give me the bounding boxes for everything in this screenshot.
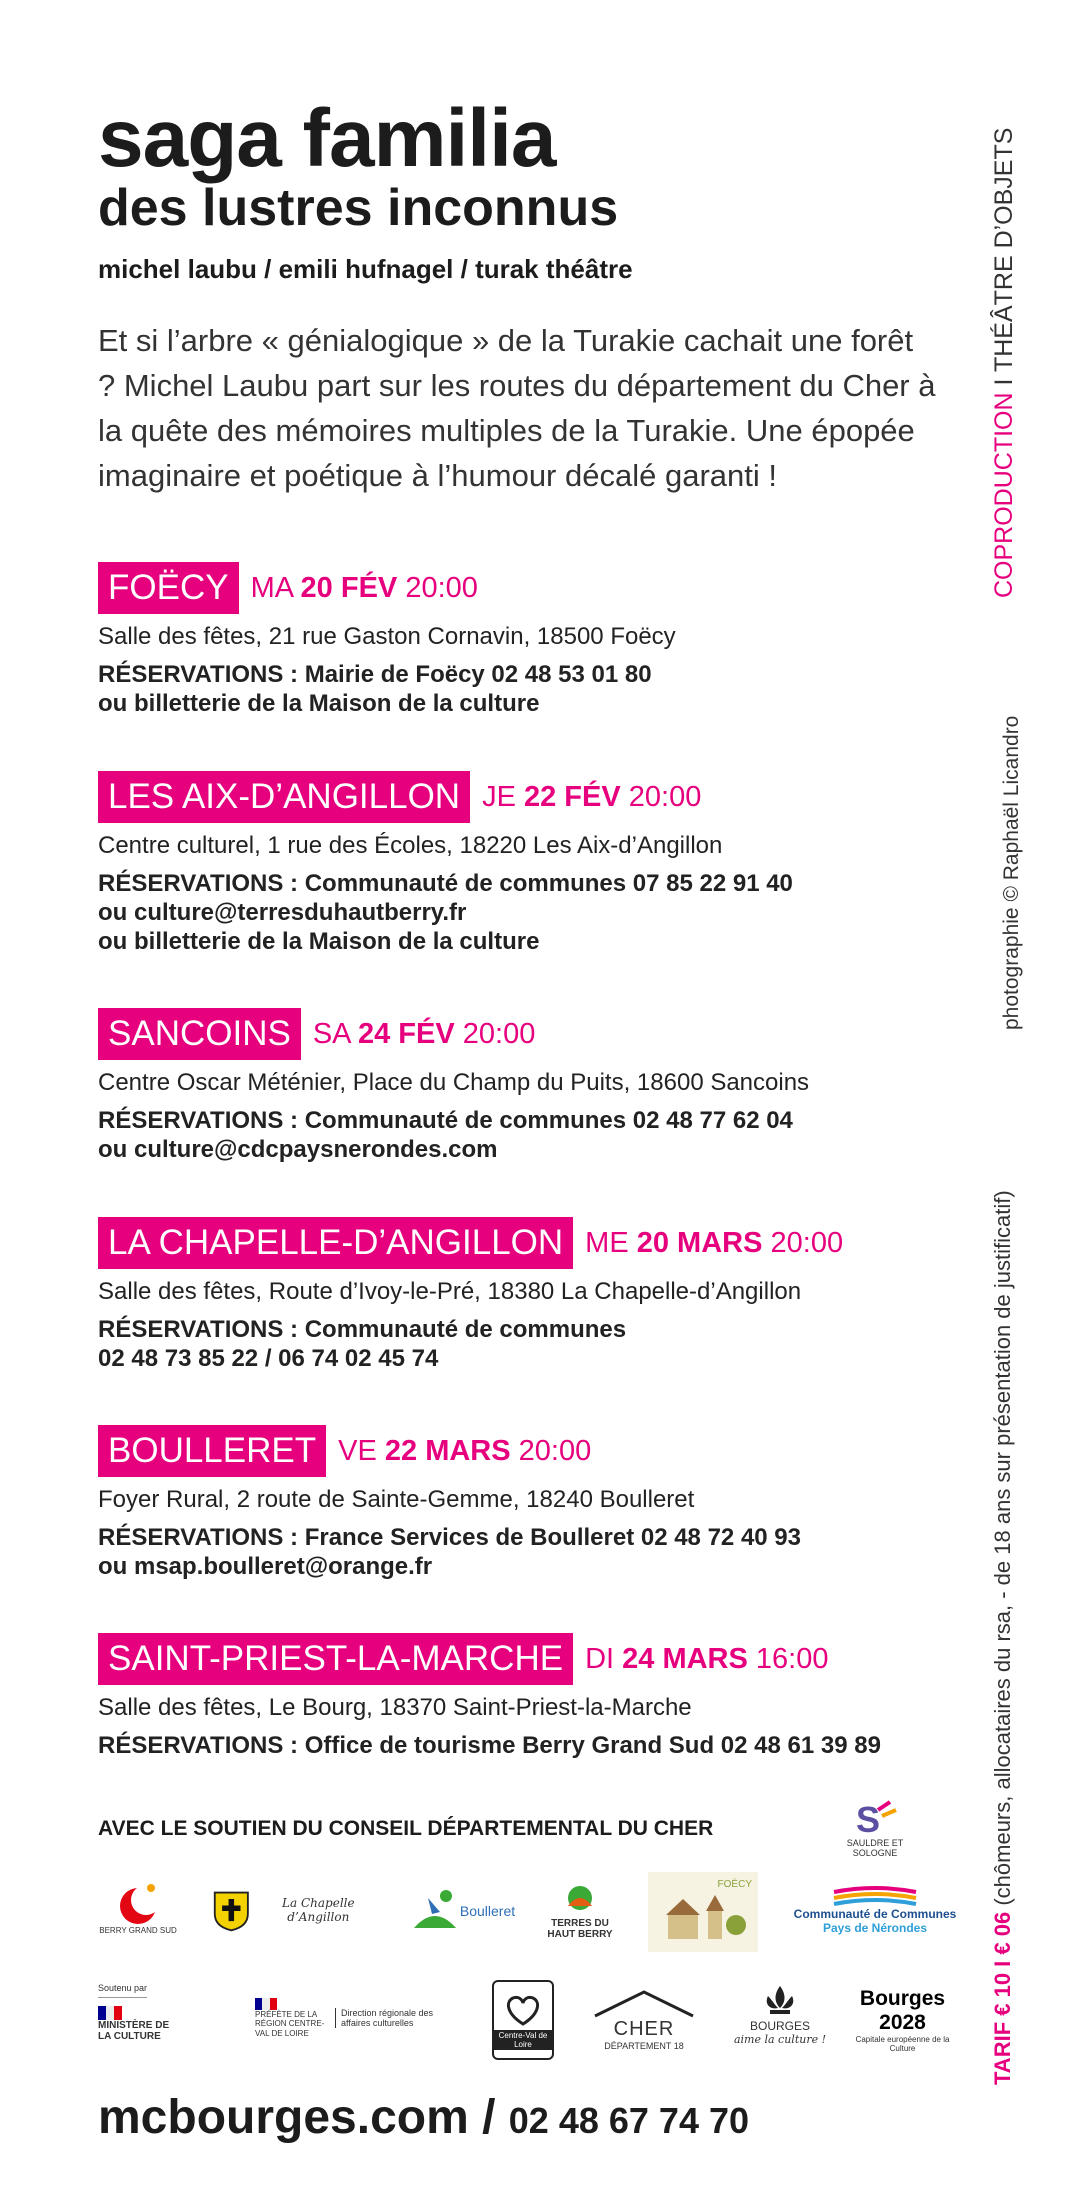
la-chapelle-logo: La Chapelle d’Angillon — [212, 1888, 382, 1934]
venue: Foyer Rural, 2 route de Sainte-Gemme, 18240 Boulleret — [98, 1486, 695, 1513]
venue: Centre Oscar Méténier, Place du Champ du Puits, 18600 Sancoins — [98, 1069, 810, 1096]
support-text: AVEC LE SOUTIEN DU CONSEIL DÉPARTEMENTAL DU CHER — [98, 1817, 714, 1840]
reservation: RÉSERVATIONS : Communauté de communes 02 48 77 62 04 ou culture@cdcpaysnerondes.com — [98, 1107, 793, 1163]
pays-de-nerondes-logo: Communauté de Communes Pays de Nérondes — [785, 1880, 965, 1942]
venue: Centre culturel, 1 rue des Écoles, 18220 Les Aix-d’Angillon — [98, 832, 723, 859]
event-foecy — [98, 562, 978, 718]
city-label: SANCOINS — [98, 1008, 301, 1060]
city-label: FOËCY — [98, 562, 239, 614]
venue: Salle des fêtes, Le Bourg, 18370 Saint-Priest-la-Marche — [98, 1694, 692, 1721]
boulleret-icon — [410, 1884, 460, 1938]
bourges-2028-logo: Bourges 2028 Capitale européenne de la Culture — [855, 1986, 950, 2054]
centre-val-de-loire-logo: Centre-Val de Loire — [492, 1980, 554, 2060]
reservation: RÉSERVATIONS : Office de tourisme Berry Grand Sud 02 48 61 39 89 — [98, 1732, 881, 1759]
city-label: LA CHAPELLE-D’ANGILLON — [98, 1217, 573, 1269]
event-date: DI 24 MARS 16:00 — [585, 1642, 829, 1675]
event-date: ME 20 MARS 20:00 — [585, 1226, 844, 1259]
event-date: JE 22 FÉV 20:00 — [482, 780, 702, 813]
tarif-info: TARIF € 10 I € 06 (chômeurs, allocataires du rsa, - de 18 ans sur présentation de justificatif) — [990, 1190, 1015, 2085]
berry-moon-icon — [113, 1880, 163, 1926]
terres-icon — [560, 1884, 600, 1918]
coproduction-label: COPRODUCTION I THÉÂTRE D’OBJETS — [990, 127, 1018, 598]
phone-number: 02 48 67 74 70 — [508, 2100, 750, 2141]
reservation: RÉSERVATIONS : Communauté de communes 07 85 22 91 40 ou culture@terresduhautberry.fr ou billetterie de la Maison de la culture — [98, 870, 793, 955]
event-sancoins — [98, 1008, 978, 1164]
heart-icon — [503, 1990, 543, 2030]
marianne-icon — [98, 2006, 122, 2020]
republique-flag-icon — [255, 1998, 277, 2010]
sauldre-sologne-icon — [850, 1800, 900, 1838]
cher-departement-logo: CHER DÉPARTEMENT 18 — [584, 1985, 704, 2055]
nerondes-stripes-icon — [830, 1886, 920, 1908]
footer-separator: / — [468, 2091, 509, 2144]
sauldre-sologne-logo: S SAULDRE ET SOLOGNE — [846, 1799, 904, 1858]
event-date: SA 24 FÉV 20:00 — [312, 1017, 536, 1050]
bourges-aime-la-culture-logo: BOURGES aime la culture ! — [730, 1975, 830, 2055]
venue: Salle des fêtes, Route d’Ivoy-le-Pré, 18380 La Chapelle-d’Angillon — [98, 1278, 802, 1305]
reservation: RÉSERVATIONS : Communauté de communes 02 48 73 85 22 / 06 74 02 45 74 — [98, 1316, 627, 1372]
berry-grand-sud-logo: BERRY GRAND SUD — [98, 1872, 178, 1944]
event-date: VE 22 MARS 20:00 — [338, 1434, 592, 1467]
foecy-logo: FOËCY — [648, 1872, 758, 1952]
footer — [98, 2090, 749, 2145]
prefete-drac-logo: PRÉFÈTE DE LA RÉGION CENTRE-VAL DE LOIRE Direction régionale des affaires culturelles — [255, 1985, 455, 2051]
fleur-de-lys-icon — [762, 1984, 798, 2020]
terres-du-haut-berry-logo: TERRES DU HAUT BERRY — [540, 1876, 620, 1948]
foecy-village-icon — [658, 1891, 748, 1945]
website-link[interactable]: mcbourges.com — [98, 2091, 469, 2144]
intro-text: Et si l’arbre « génialogique » de la Turakie cachait une forêt ? Michel Laubu part sur les routes du département du Cher à la quête des mémoires multiples de la Turakie. Une épopée imaginaire et poétique à l’humour décalé garanti ! — [98, 323, 936, 493]
subtitle: des lustres inconnus — [98, 179, 619, 237]
venue: Salle des fêtes, 21 rue Gaston Cornavin, 18500 Foëcy — [98, 623, 676, 650]
event-boulleret — [98, 1425, 978, 1581]
cher-roof-icon — [589, 1988, 699, 2018]
event-saint-priest — [98, 1633, 978, 1760]
boulleret-logo: Boulleret — [400, 1880, 525, 1942]
reservation: RÉSERVATIONS : Mairie de Foëcy 02 48 53 01 80 ou billetterie de la Maison de la culture — [98, 661, 652, 717]
city-label: BOULLERET — [98, 1425, 326, 1477]
event-les-aix — [98, 771, 978, 956]
title: saga familia — [98, 93, 556, 184]
city-label: SAINT-PRIEST-LA-MARCHE — [98, 1633, 573, 1685]
city-label: LES AIX-D’ANGILLON — [98, 771, 470, 823]
event-date: MA 20 FÉV 20:00 — [250, 571, 478, 604]
svg-text:S: S — [856, 1799, 881, 1838]
ministere-culture-logo: Soutenu par MINISTÈRE DE LA CULTURE — [98, 1983, 170, 2043]
photo-credit: photographie © Raphaël Licandro — [1000, 715, 1023, 1030]
reservation: RÉSERVATIONS : France Services de Boulleret 02 48 72 40 93 ou msap.boulleret@orange.fr — [98, 1524, 801, 1580]
shield-icon — [212, 1888, 251, 1934]
credits: michel laubu / emili hufnagel / turak théâtre — [98, 254, 633, 284]
event-la-chapelle — [98, 1217, 978, 1373]
